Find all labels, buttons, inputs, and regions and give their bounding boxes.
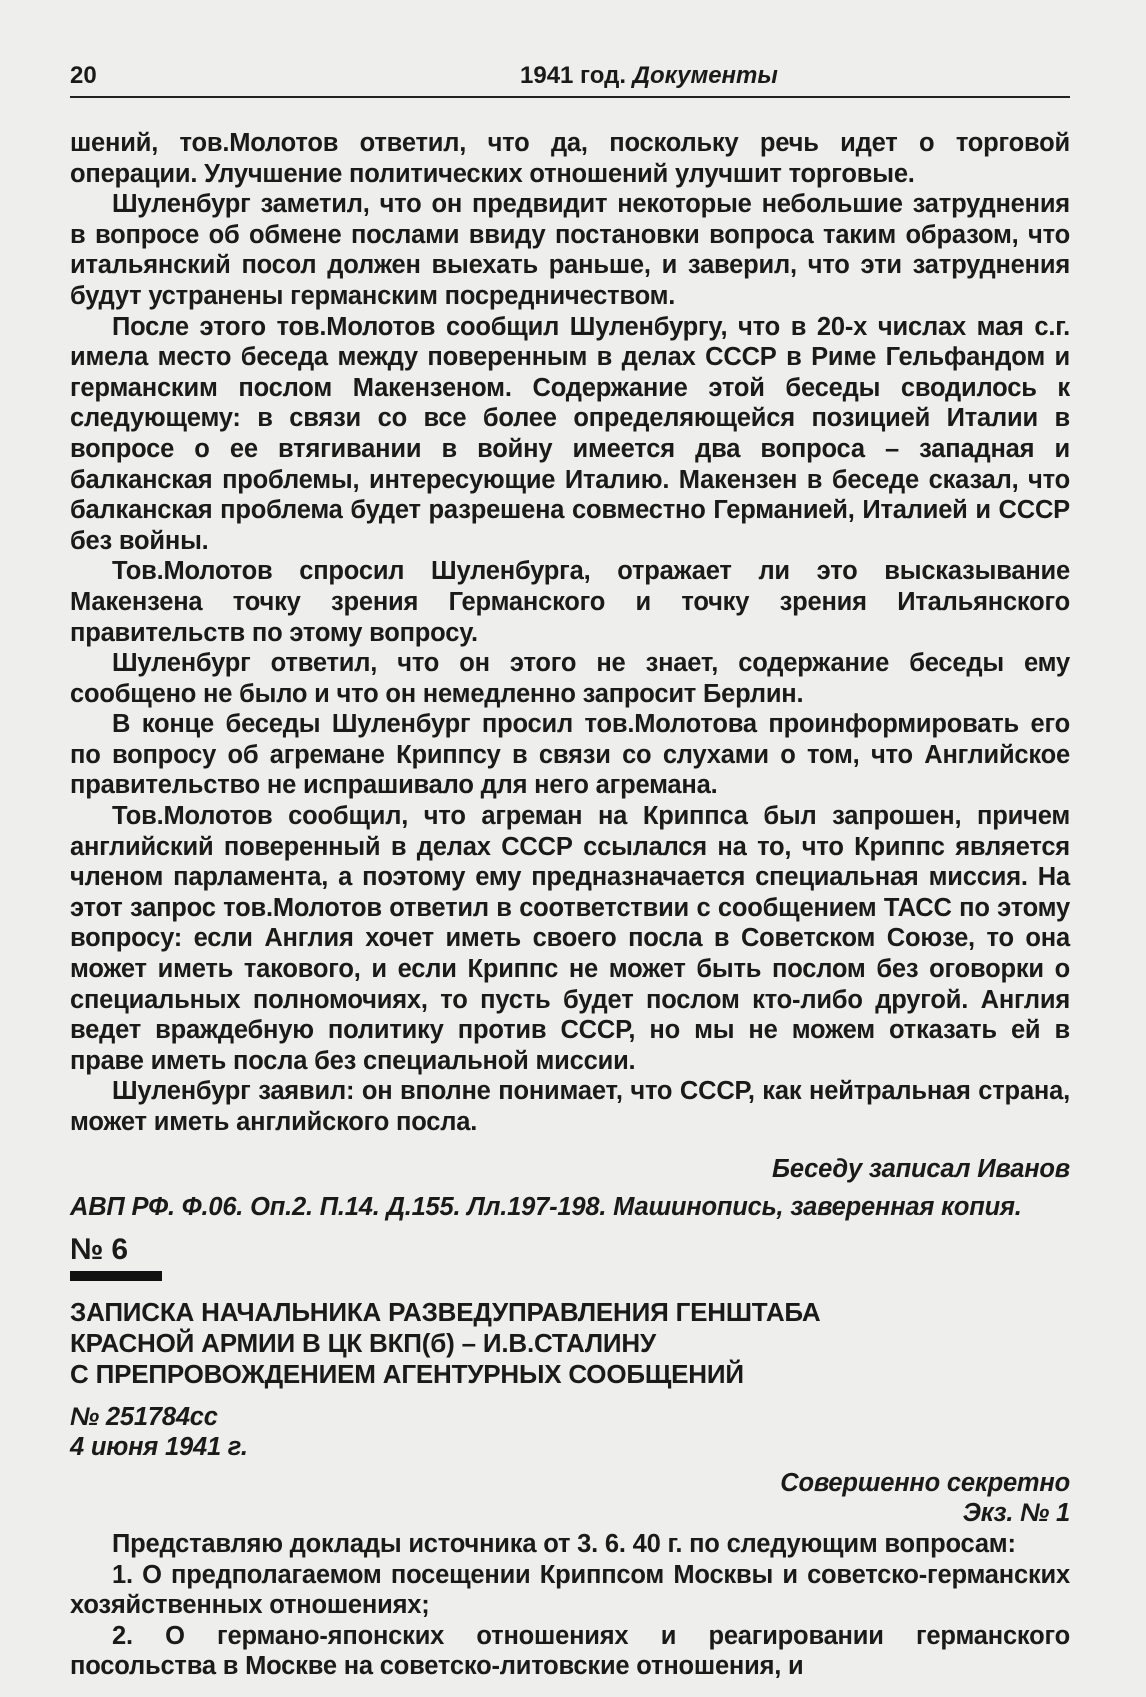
paragraph: Шуленбург заметил, что он предвидит некоторые небольшие затруднения в вопросе об обмене послами ввиду постановки вопроса таким образом, что итальянский посол должен выехать раньше, и заверил, что эти затруднения будут устранены германским посредничеством.	[70, 190, 1070, 310]
running-title-rest: Документы	[632, 62, 778, 89]
page-header	[70, 56, 1070, 98]
archive-reference: АВП РФ. Ф.06. Оп.2. П.14. Д.155. Лл.197-198. Машинопись, заверенная копия.	[70, 1193, 1022, 1222]
page-number: 20	[70, 62, 97, 89]
paragraph: Тов.Молотов сообщил, что агреман на Криппса был запрошен, причем английский поверенный в делах СССР ссылался на то, что Криппс является членом парламента, а поэтому ему предназначается специальная миссия. На этот запрос тов.Молотов ответил в соответствии с сообщением ТАСС по этому вопросу: если Англия хочет иметь своего посла в Советском Союзе, то она может иметь такового, и если Криппс не может быть послом без оговорки о специальных полномочиях, то пусть будет послом кто-либо другой. Англия ведет враждебную политику против СССР, но мы не можем отказать ей в праве иметь посла без специальной миссии.	[70, 802, 1070, 1075]
document-number: № 6	[70, 1232, 128, 1266]
secrecy-stamp: Совершенно секретно	[780, 1468, 1070, 1497]
paragraph: 1. О предполагаемом посещении Криппсом Москвы и советско-германских хозяйственных отношениях;	[70, 1560, 1070, 1620]
page-body	[70, 128, 1070, 1682]
document-title-line: ЗАПИСКА НАЧАЛЬНИКА РАЗВЕДУПРАВЛЕНИЯ ГЕНШТАБА	[70, 1296, 821, 1327]
document-number-bar	[70, 1271, 162, 1281]
paragraph: шений, тов.Молотов ответил, что да, поскольку речь идет о торговой операции. Улучшение политических отношений улучшит торговые.	[70, 129, 1070, 188]
paragraph: После этого тов.Молотов сообщил Шуленбургу, что в 20-х числах мая с.г. имела место беседа между поверенным в делах СССР в Риме Гельфандом и германским послом Макензеном. Содержание этой беседы сводилось к следующему: в связи со все более определяющейся позицией Италии в вопросе о ее втягивании в войну имеется два вопроса – западная и балканская проблемы, интересующие Италию. Макензен в беседе сказал, что балканская проблема будет разрешена совместно Германией, Италией и СССР без войны.	[70, 312, 1070, 555]
paragraph: В конце беседы Шуленбург просил тов.Молотова проинформировать его по вопросу об агремане Криппсу в связи со слухами о том, что Английское правительство не испрашивало для него агремана.	[70, 710, 1070, 800]
signature-line: Беседу записал Иванов	[772, 1154, 1070, 1183]
document-date: 4 июня 1941 г.	[70, 1432, 248, 1461]
copy-number: Экз. № 1	[962, 1499, 1070, 1528]
document-title-line: КРАСНОЙ АРМИИ В ЦК ВКП(б) – И.В.СТАЛИНУ	[70, 1327, 656, 1358]
document-title-line: С ПРЕПРОВОЖДЕНИЕМ АГЕНТУРНЫХ СООБЩЕНИЙ	[70, 1358, 744, 1389]
registration-number: № 251784сс	[70, 1402, 218, 1431]
paragraph: Тов.Молотов спросил Шуленбурга, отражает ли это высказывание Макензена точку зрения Германского и точку зрения Итальянского правительств по этому вопросу.	[70, 557, 1070, 647]
paragraph: Шуленбург ответил, что он этого не знает, содержание беседы ему сообщено не было и что он немедленно запросит Берлин.	[70, 649, 1070, 708]
document-meta	[70, 1402, 1070, 1462]
paragraph: Шуленбург заявил: он вполне понимает, что СССР, как нейтральная страна, может иметь английского посла.	[70, 1077, 1070, 1136]
running-title	[520, 62, 778, 90]
running-title-year: 1941 год.	[520, 62, 626, 89]
paragraph: 2. О германо-японских отношениях и реагировании германского посольства в Москве на советско-литовские отношения, и	[70, 1621, 1070, 1681]
document-title	[70, 1297, 1070, 1390]
document-number-block	[70, 1233, 1070, 1281]
paragraph: Представляю доклады источника от 3. 6. 40 г. по следующим вопросам:	[112, 1529, 1016, 1558]
